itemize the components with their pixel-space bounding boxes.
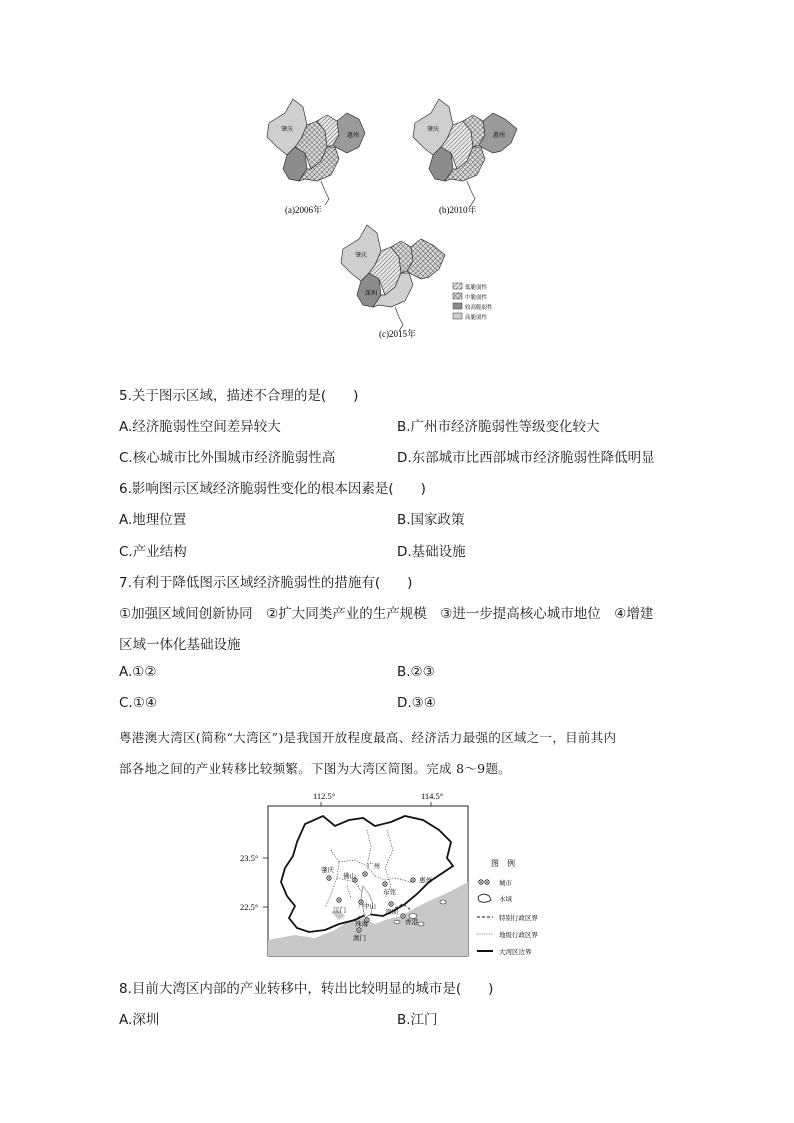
question-7-items-cont: 区域一体化基础设施 (119, 637, 241, 653)
q6-option-c[interactable]: C.产业结构 (119, 544, 187, 560)
legend-label: 水域 (499, 896, 512, 903)
q5-option-a[interactable]: A.经济脆弱性空间差异较大 (119, 419, 281, 435)
city-label: 香港 (405, 919, 418, 926)
passage-line-2: 部各地之间的产业转移比较频繁。下图为大湾区简图。完成 8～9题。 (119, 761, 511, 776)
legend-label: 大湾区边界 (499, 949, 532, 956)
map-caption: (a)2006年 (285, 205, 322, 215)
lon-label: 114.5° (421, 791, 444, 801)
legend-label: 特别行政区界 (499, 915, 538, 922)
map-caption: (b)2010年 (439, 205, 477, 215)
q8-option-b[interactable]: B.江门 (397, 1012, 438, 1028)
city-label: 肇庆 (321, 867, 334, 874)
legend-label: 高脆弱性 (465, 315, 488, 321)
question-7-items: ①加强区域间创新协同 ②扩大同类产业的生产规模 ③进一步提高核心城市地位 ④增建 (119, 606, 654, 622)
q7-option-a[interactable]: A.①② (119, 664, 157, 680)
bay-area-legend (477, 858, 539, 956)
q6-option-a[interactable]: A.地理位置 (119, 512, 187, 528)
q5-option-c[interactable]: C.核心城市比外围城市经济脆弱性高 (119, 450, 336, 466)
map-caption: (c)2015年 (379, 329, 416, 339)
q8-option-a[interactable]: A.深圳 (119, 1012, 160, 1028)
lon-label: 112.5° (313, 791, 336, 801)
q6-option-b[interactable]: B.国家政策 (397, 512, 465, 528)
map-label: 肇庆 (427, 127, 440, 133)
map-2006 (267, 99, 365, 205)
city-label: 东莞 (383, 889, 396, 896)
map-2015 (341, 225, 445, 331)
city-label: 广州 (367, 863, 380, 870)
legend-title: 图 例 (491, 859, 515, 868)
question-6-stem: 6.影响图示区域经济脆弱性变化的根本因素是( ) (119, 481, 426, 497)
map-label: 肇庆 (355, 253, 368, 259)
lat-label: 22.5° (240, 902, 259, 912)
legend-label: 地级行政区界 (499, 932, 538, 939)
question-7-stem: 7.有利于降低图示区域经济脆弱性的措施有( ) (119, 575, 413, 591)
bay-area-map-figure (235, 790, 555, 960)
city-label: 江门 (333, 907, 346, 914)
vulnerability-maps-figure (255, 95, 545, 345)
city-label: 中山 (363, 903, 376, 910)
q7-option-c[interactable]: C.①④ (119, 695, 157, 711)
map-2010 (413, 99, 517, 205)
question-8-stem: 8.目前大湾区内部的产业转移中，转出比较明显的城市是( ) (119, 981, 494, 997)
city-label: 深圳 (385, 909, 398, 916)
lat-label: 23.5° (240, 853, 259, 863)
map-label: 惠州 (347, 133, 360, 139)
legend-label: 中脆弱性 (465, 295, 488, 301)
map-label: 惠州 (493, 133, 506, 139)
question-5-stem: 5.关于图示区域，描述不合理的是( ) (119, 388, 359, 404)
passage-line-1: 粤港澳大湾区(简称“大湾区”)是我国开放程度最高、经济活力最强的区域之一，目前其内 (119, 730, 617, 745)
q7-option-d[interactable]: D.③④ (397, 695, 436, 711)
legend-label: 低脆弱性 (465, 285, 488, 291)
legend-label: 较高脆弱性 (465, 305, 493, 311)
q7-option-b[interactable]: B.②③ (397, 664, 435, 680)
q5-option-d[interactable]: D.东部城市比西部城市经济脆弱性降低明显 (397, 450, 655, 466)
legend-label: 城市 (499, 880, 512, 887)
q6-option-d[interactable]: D.基础设施 (397, 544, 466, 560)
city-label: 珠海 (355, 921, 368, 928)
q5-option-b[interactable]: B.广州市经济脆弱性等级变化较大 (397, 419, 600, 435)
vulnerability-legend (453, 283, 493, 321)
map-label: 肇庆 (281, 127, 294, 133)
city-label: 惠州 (419, 877, 432, 884)
city-label: 澳门 (353, 935, 366, 942)
city-label: 佛山 (343, 873, 356, 880)
map-label: 深圳 (365, 291, 378, 297)
